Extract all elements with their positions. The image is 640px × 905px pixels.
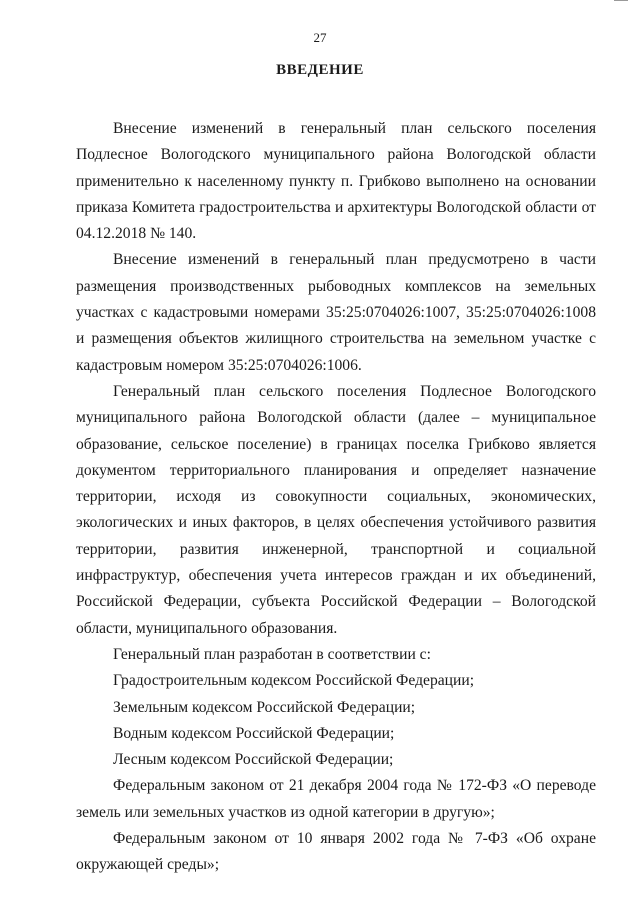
list-item: Водным кодексом Российской Федерации; [113,724,395,742]
list-item: Федеральным законом от 10 января 2002 года № 7-ФЗ «Об охране окружающей среды»; [76,830,596,874]
list-item: Федеральным законом от 21 декабря 2004 года № 172-ФЗ «О переводе земель или земельных участков из одной категории в другую»; [76,777,596,821]
list-item: Лесным кодексом Российской Федерации; [113,751,394,769]
page-number: 27 [313,30,327,45]
paragraph-scope: Внесение изменений в генеральный план предусмотрено в части размещения производственных рыбоводных комплексов на земельных участках с кадастровыми номерами 35:25:0704026:1007, 35:25:0704026:1008 и размещения объектов жилищного строительства на земельном участке с кадастровым номером 35:25:0704026:1006. [76,251,596,374]
paragraph-legal-intro: Генеральный план разработан в соответствии с: [113,645,431,663]
document-body [76,116,596,879]
list-item: Градостроительным кодексом Российской Федерации; [113,672,475,690]
list-item: Земельным кодексом Российской Федерации; [113,698,416,716]
scan-mark-top [614,0,628,4]
section-heading: ВВЕДЕНИЕ [276,62,364,78]
paragraph-purpose: Генеральный план сельского поселения Подлесное Вологодского муниципального района Вологодской области (далее – муниципальное образование, сельское поселение) в границах поселка Грибково является документом территориального планирования и определяет назначение территории, исходя из совокупности социальных, экономических, экологических и иных факторов, в целях обеспечения устойчивого развития территории, развития инженерной, транспортной и социальной инфраструктур, обеспечения учета интересов граждан и их объединений, Российской Федерации, субъекта Российской Федерации – Вологодской области, муниципального образования. [76,382,596,637]
paragraph-basis: Внесение изменений в генеральный план сельского поселения Подлесное Вологодского муниципального района Вологодской области применительно к населенному пункту п. Грибково выполнено на основании приказа Комитета градостроительства и архитектуры Вологодской области от 04.12.2018 № 140. [76,120,596,243]
scan-mark-bottom [566,895,580,899]
